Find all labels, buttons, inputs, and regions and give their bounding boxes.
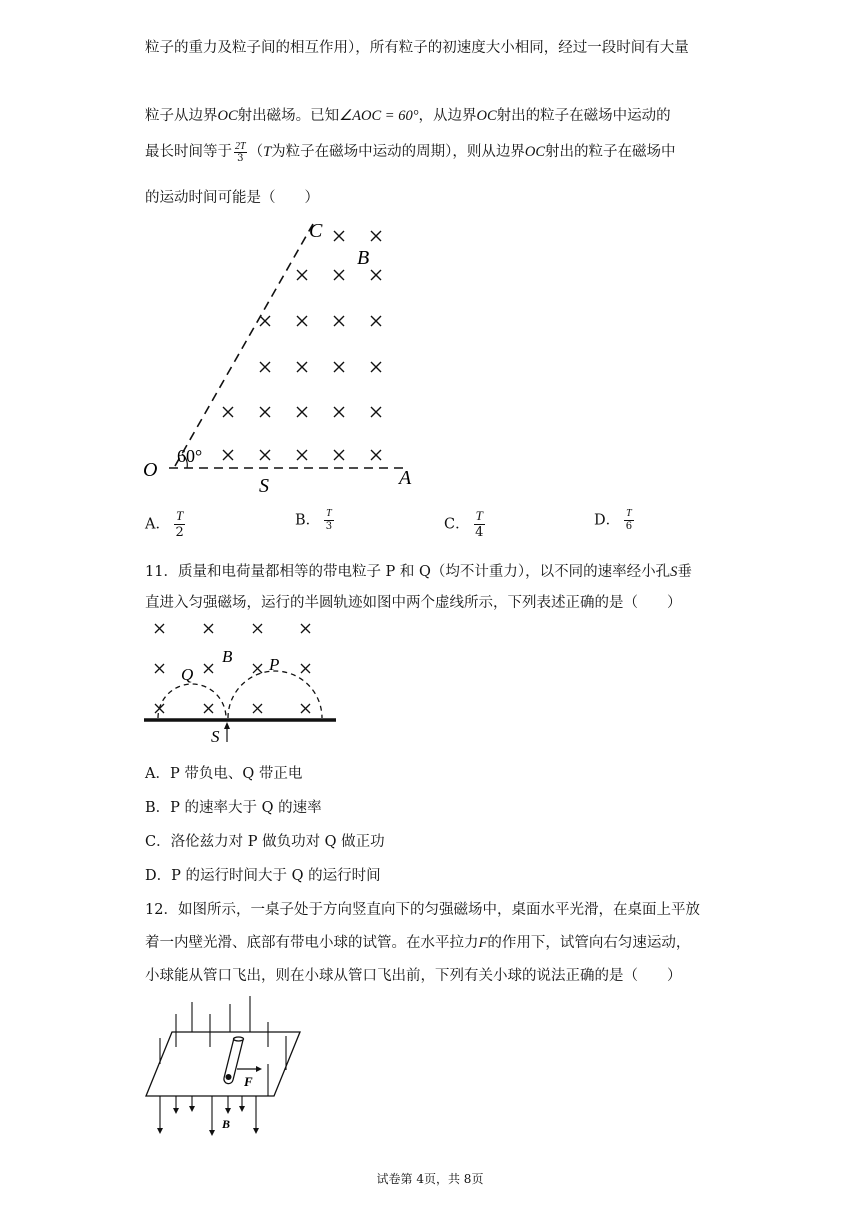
- q12-field-lines-top: [160, 996, 286, 1064]
- q10-option-a[interactable]: A． $\frac{T}{2}$: [145, 508, 184, 540]
- q10-option-d[interactable]: D． $\frac{T}{6}$: [594, 508, 633, 532]
- q10-text-line-1: 粒子的重力及粒子间的相互作用），所有粒子的初速度大小相同，经过一段时间有大量: [145, 40, 689, 56]
- q12-text-line-1: 12．如图所示，一桌子处于方向竖直向下的匀强磁场中，桌面水平光滑，在桌面上平放: [145, 902, 700, 918]
- q12-label-b: B: [222, 1117, 231, 1131]
- label-a: A: [399, 467, 412, 489]
- q10-option-c[interactable]: C． $\frac{T}{4}$: [444, 508, 484, 540]
- q12-table-surface: [146, 1032, 300, 1096]
- boundary-oc-line: [175, 224, 313, 466]
- q12-text-line-2: 着一内壁光滑、底部有带电小球的试管。在水平拉力F的作用下，试管向右匀速运动，: [145, 935, 691, 951]
- q11-trajectory-q: [158, 684, 226, 718]
- label-b: B: [357, 247, 370, 269]
- q11-arrow-head: [224, 722, 230, 729]
- label-angle: 60°: [177, 446, 203, 466]
- q11-label-q: Q: [181, 665, 194, 684]
- label-c: C: [309, 220, 323, 242]
- q11-field-crosses: [155, 624, 310, 713]
- q11-label-s: S: [211, 727, 220, 746]
- q10-option-b[interactable]: B． $\frac{T}{3}$: [295, 508, 333, 532]
- q11-label-p: P: [269, 655, 280, 674]
- q11-semicircle-figure: [140, 618, 345, 748]
- q12-label-f: F: [244, 1074, 253, 1089]
- q10-text-line-4: 的运动时间可能是（ ）: [145, 190, 319, 206]
- q11-option-d[interactable]: D．P 的运行时间大于 Q 的运行时间: [145, 868, 381, 884]
- q11-text-line-1: 11．质量和电荷量都相等的带电粒子 P 和 Q（均不计重力），以不同的速率经小孔S垂: [145, 564, 692, 580]
- q10-max-time-fraction: $\frac{2T}{3}$: [235, 140, 246, 164]
- q12-force-arrow-head: [256, 1066, 262, 1072]
- q11-option-c[interactable]: C．洛伦兹力对 P 做负功对 Q 做正功: [145, 834, 385, 850]
- q10-magnetic-field-figure: [135, 212, 425, 497]
- q12-arrow-heads: [157, 1106, 259, 1136]
- q12-text-line-3: 小球能从管口飞出，则在小球从管口飞出前，下列有关小球的说法正确的是（ ）: [145, 968, 682, 984]
- q10-text-line-2: 粒子从边界OC射出磁场。已知∠AOC = 60°，从边界OC射出的粒子在磁场中运动的: [145, 108, 671, 124]
- q12-charged-ball: [226, 1074, 232, 1080]
- q11-option-b[interactable]: B．P 的速率大于 Q 的速率: [145, 800, 322, 816]
- q12-table-tube-figure: [140, 992, 310, 1142]
- q11-label-b: B: [222, 647, 233, 666]
- page-footer: 试卷第 4页，共 8页: [376, 1172, 484, 1186]
- label-o: O: [143, 459, 158, 481]
- q10-text-line-3: 最长时间等于 $\frac{2T}{3}$ （T为粒子在磁场中运动的周期），则从边界OC射出的粒子在磁场中: [145, 140, 676, 164]
- q11-text-line-2: 直进入匀强磁场，运行的半圆轨迹如图中两个虚线所示，下列表述正确的是（ ）: [145, 595, 682, 611]
- q11-option-a[interactable]: A．P 带负电、Q 带正电: [145, 766, 303, 782]
- label-s: S: [259, 475, 269, 497]
